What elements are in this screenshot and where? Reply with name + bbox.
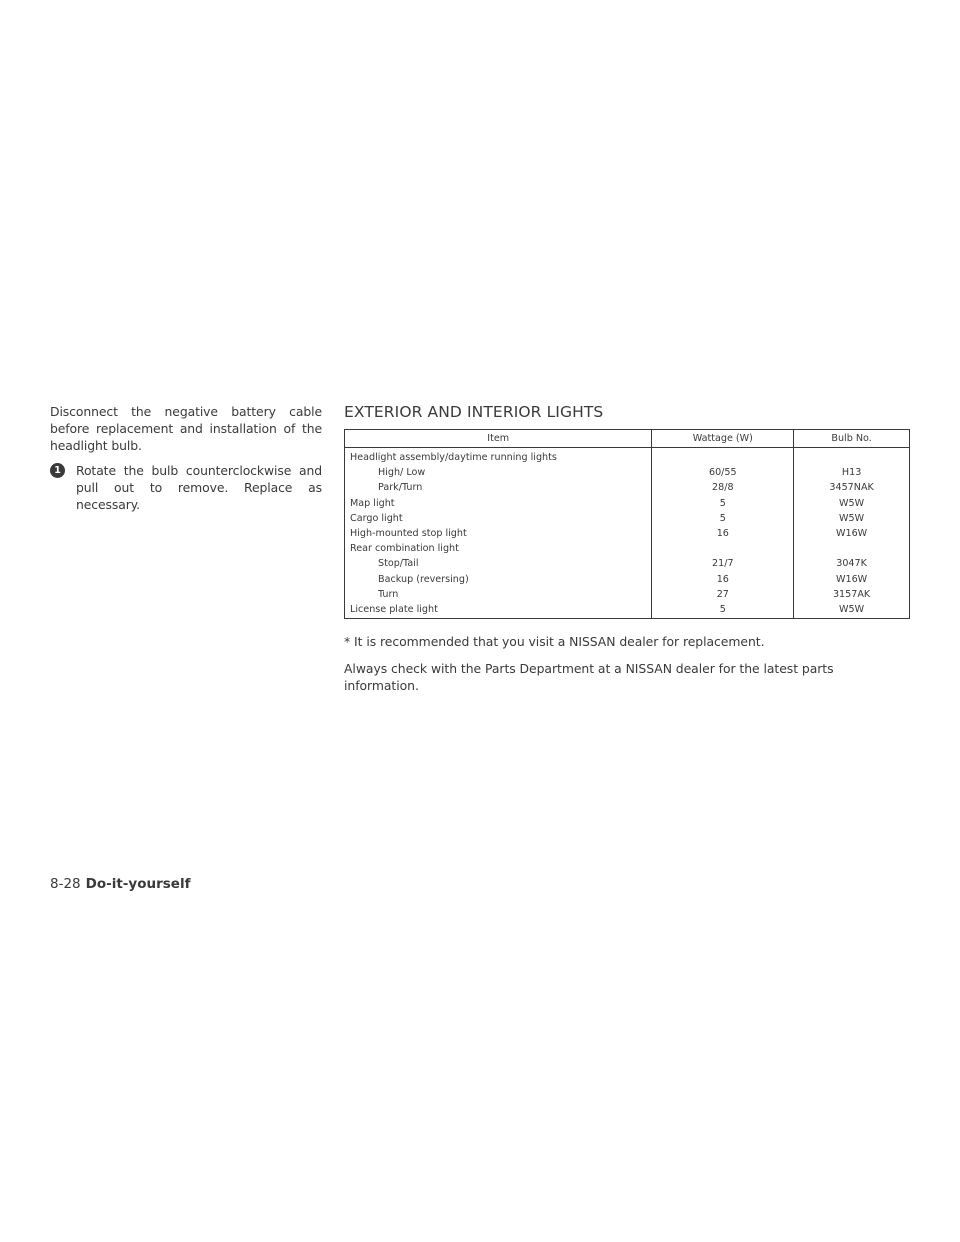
cell-wattage: 5 xyxy=(652,602,794,619)
step-number-badge: 1 xyxy=(50,463,65,478)
cell-wattage: 28/8 xyxy=(652,480,794,495)
cell-bulb: W16W xyxy=(794,526,910,541)
table-row xyxy=(345,480,910,495)
cell-bulb: 3157AK xyxy=(794,587,910,602)
cell-item: License plate light xyxy=(350,604,438,616)
table-row xyxy=(345,541,910,556)
cell-wattage: 16 xyxy=(652,526,794,541)
cell-wattage xyxy=(652,448,794,466)
cell-item: Park/Turn xyxy=(378,482,423,494)
table-row xyxy=(345,526,910,541)
lights-table xyxy=(344,429,910,619)
cell-wattage: 21/7 xyxy=(652,556,794,571)
table-row xyxy=(345,448,910,466)
cell-item: Stop/Tail xyxy=(378,558,419,570)
cell-wattage: 5 xyxy=(652,511,794,526)
table-row xyxy=(345,465,910,480)
cell-item: Rear combination light xyxy=(350,543,459,555)
cell-wattage: 60/55 xyxy=(652,465,794,480)
cell-item: High/ Low xyxy=(378,467,426,479)
cell-wattage: 27 xyxy=(652,587,794,602)
battery-intro-text: Disconnect the negative battery cable before replacement and installation of the headlight bulb. xyxy=(50,404,322,453)
cell-bulb xyxy=(794,448,910,466)
cell-bulb: H13 xyxy=(794,465,910,480)
step-1 xyxy=(50,462,322,513)
table-row xyxy=(345,556,910,571)
cell-item: Map light xyxy=(350,497,395,509)
header-item: Item xyxy=(345,430,652,448)
left-column xyxy=(50,403,322,513)
cell-bulb: W5W xyxy=(794,602,910,619)
cell-item: High-mounted stop light xyxy=(350,528,467,540)
cell-bulb: W5W xyxy=(794,496,910,511)
table-row xyxy=(345,572,910,587)
header-wattage: Wattage (W) xyxy=(652,430,794,448)
cell-item: Backup (reversing) xyxy=(378,573,469,585)
cell-bulb: W16W xyxy=(794,572,910,587)
right-column xyxy=(344,401,910,694)
cell-wattage: 5 xyxy=(652,496,794,511)
cell-item: Turn xyxy=(378,588,399,600)
header-bulb: Bulb No. xyxy=(794,430,910,448)
table-row xyxy=(345,587,910,602)
section-title: EXTERIOR AND INTERIOR LIGHTS xyxy=(344,403,604,421)
table-row xyxy=(345,602,910,619)
cell-wattage: 16 xyxy=(652,572,794,587)
cell-bulb: 3047K xyxy=(794,556,910,571)
cell-wattage xyxy=(652,541,794,556)
table-row xyxy=(345,511,910,526)
cell-item: Cargo light xyxy=(350,512,403,524)
table-header-row xyxy=(345,430,910,448)
chapter-title: Do-it-yourself xyxy=(85,876,191,892)
dealer-recommendation-note: * It is recommended that you visit a NISSAN dealer for replacement. xyxy=(344,634,765,650)
parts-department-note: Always check with the Parts Department at a NISSAN dealer for the latest parts information. xyxy=(344,661,834,694)
cell-item: Headlight assembly/daytime running lights xyxy=(350,452,557,463)
page-number: 8-28 xyxy=(50,876,81,892)
page-footer xyxy=(50,876,190,892)
table-row xyxy=(345,496,910,511)
cell-bulb: W5W xyxy=(794,511,910,526)
step-text: Rotate the bulb counterclockwise and pull out to remove. Replace as necessary. xyxy=(76,463,322,512)
cell-bulb xyxy=(794,541,910,556)
cell-bulb: 3457NAK xyxy=(794,480,910,495)
